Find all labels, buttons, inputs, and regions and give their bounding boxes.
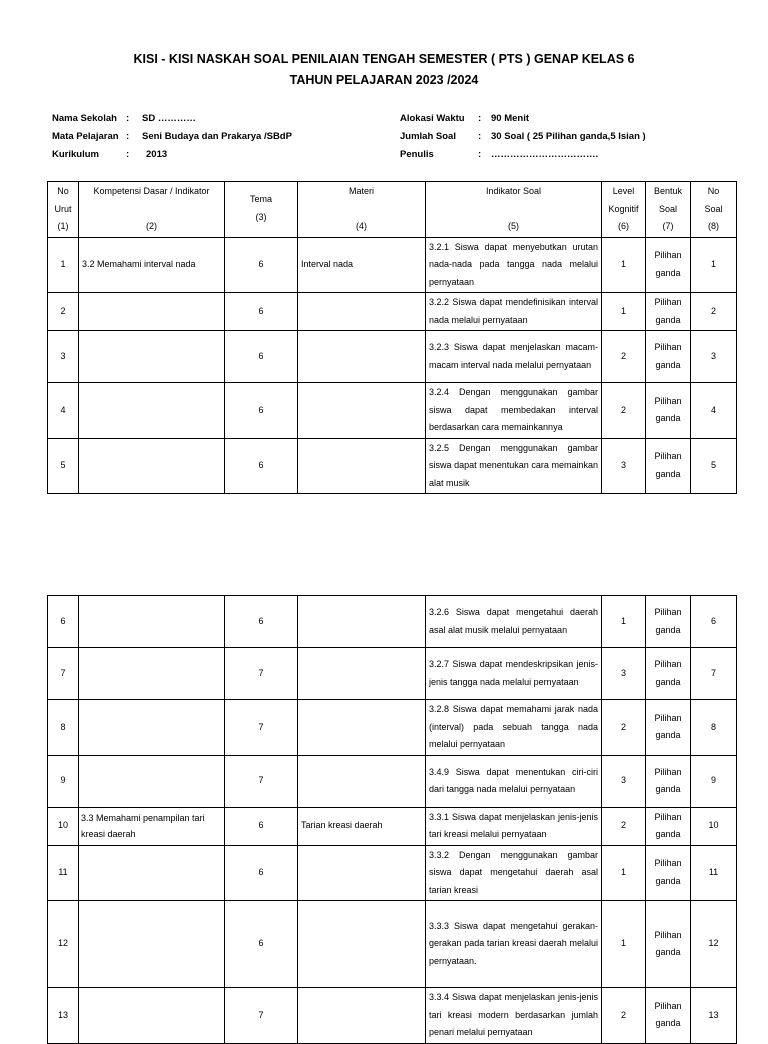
cell-kompetensi-dasar xyxy=(79,383,225,439)
cell-bentuk-soal: Pilihan ganda xyxy=(646,700,691,756)
info-value: 90 Menit xyxy=(491,113,530,124)
cell-no-soal: 10 xyxy=(691,807,737,845)
cell-kompetensi-dasar xyxy=(79,755,225,807)
cell-tema: 6 xyxy=(225,331,298,383)
info-value: Seni Budaya dan Prakarya /SBdP xyxy=(142,131,292,142)
cell-tema: 6 xyxy=(225,293,298,331)
cell-level-kognitif: 2 xyxy=(602,331,646,383)
kisi-table-page-1 xyxy=(47,181,737,494)
table-row xyxy=(48,331,737,383)
info-colon: : xyxy=(478,113,482,124)
header-tema: Tema (3) xyxy=(225,182,298,238)
info-label: Nama Sekolah xyxy=(52,113,117,124)
cell-bentuk-soal: Pilihan ganda xyxy=(646,988,691,1044)
cell-indikator-soal: 3.4.9 Siswa dapat menentukan ciri-ciri dari tangga nada melalui pernyataan xyxy=(426,755,602,807)
info-label: Alokasi Waktu xyxy=(400,113,465,124)
cell-no-soal: 7 xyxy=(691,648,737,700)
cell-no-soal: 11 xyxy=(691,845,737,901)
table-header-row xyxy=(48,182,737,238)
header-level-kognitif: Level Kognitif (6) xyxy=(602,182,646,238)
cell-no-urut: 8 xyxy=(48,700,79,756)
header-bentuk-soal: Bentuk Soal (7) xyxy=(646,182,691,238)
info-nama-sekolah xyxy=(52,113,196,124)
cell-kompetensi-dasar xyxy=(79,331,225,383)
cell-level-kognitif: 3 xyxy=(602,755,646,807)
table-row xyxy=(48,237,737,293)
cell-level-kognitif: 2 xyxy=(602,807,646,845)
cell-no-soal: 12 xyxy=(691,901,737,988)
cell-indikator-soal: 3.2.7 Siswa dapat mendeskripsikan jenis-jenis tangga nada melalui pernyataan xyxy=(426,648,602,700)
cell-level-kognitif: 1 xyxy=(602,596,646,648)
info-colon: : xyxy=(478,131,482,142)
info-colon: : xyxy=(478,149,482,160)
cell-indikator-soal: 3.3.2 Dengan menggunakan gambar siswa dapat mengetahui daerah asal tarian kreasi xyxy=(426,845,602,901)
cell-bentuk-soal: Pilihan ganda xyxy=(646,755,691,807)
cell-no-soal: 1 xyxy=(691,237,737,293)
info-kurikulum xyxy=(52,149,167,160)
cell-no-urut: 3 xyxy=(48,331,79,383)
cell-tema: 6 xyxy=(225,807,298,845)
cell-kompetensi-dasar xyxy=(79,845,225,901)
cell-no-soal: 2 xyxy=(691,293,737,331)
document-subtitle: TAHUN PELAJARAN 2023 /2024 xyxy=(289,73,479,87)
table-row xyxy=(48,700,737,756)
cell-no-soal: 4 xyxy=(691,383,737,439)
document-title: KISI - KISI NASKAH SOAL PENILAIAN TENGAH SEMESTER ( PTS ) GENAP KELAS 6 xyxy=(133,52,635,66)
info-alokasi-waktu xyxy=(400,113,529,124)
cell-tema: 6 xyxy=(225,596,298,648)
cell-no-urut: 13 xyxy=(48,988,79,1044)
cell-no-urut: 10 xyxy=(48,807,79,845)
cell-indikator-soal: 3.3.4 Siswa dapat menjelaskan jenis-jenis tari kreasi modern berdasarkan jumlah penari melalui pernyataan xyxy=(426,988,602,1044)
table-row xyxy=(48,438,737,494)
cell-indikator-soal: 3.3.3 Siswa dapat mengetahui gerakan-gerakan pada tarian kreasi daerah melalui pernyataan. xyxy=(426,901,602,988)
table-row xyxy=(48,901,737,988)
cell-bentuk-soal: Pilihan ganda xyxy=(646,596,691,648)
cell-no-urut: 11 xyxy=(48,845,79,901)
cell-bentuk-soal: Pilihan ganda xyxy=(646,293,691,331)
cell-no-urut: 2 xyxy=(48,293,79,331)
cell-materi xyxy=(298,331,426,383)
cell-kompetensi-dasar: 3.3 Memahami penampilan tari kreasi daerah xyxy=(79,807,225,845)
cell-indikator-soal: 3.2.6 Siswa dapat mengetahui daerah asal alat musik melalui pernyataan xyxy=(426,596,602,648)
cell-materi xyxy=(298,293,426,331)
info-label: Kurikulum xyxy=(52,149,99,160)
cell-indikator-soal: 3.2.5 Dengan menggunakan gambar siswa dapat menentukan cara memainkan alat musik xyxy=(426,438,602,494)
cell-indikator-soal: 3.2.1 Siswa dapat menyebutkan urutan nada-nada pada tangga nada melalui pernyataan xyxy=(426,237,602,293)
cell-no-soal: 5 xyxy=(691,438,737,494)
cell-indikator-soal: 3.3.1 Siswa dapat menjelaskan jenis-jenis tari kreasi melalui pernyataan xyxy=(426,807,602,845)
cell-no-soal: 9 xyxy=(691,755,737,807)
cell-indikator-soal: 3.2.2 Siswa dapat mendefinisikan interval nada melalui pernyataan xyxy=(426,293,602,331)
cell-materi xyxy=(298,596,426,648)
info-colon: : xyxy=(126,113,130,124)
info-value: SD ………… xyxy=(142,113,196,124)
cell-materi xyxy=(298,755,426,807)
cell-indikator-soal: 3.2.3 Siswa dapat menjelaskan macam- macam interval nada melalui pernyataan xyxy=(426,331,602,383)
cell-bentuk-soal: Pilihan ganda xyxy=(646,901,691,988)
cell-level-kognitif: 3 xyxy=(602,438,646,494)
cell-kompetensi-dasar xyxy=(79,988,225,1044)
cell-level-kognitif: 2 xyxy=(602,700,646,756)
cell-bentuk-soal: Pilihan ganda xyxy=(646,845,691,901)
cell-kompetensi-dasar xyxy=(79,293,225,331)
cell-no-soal: 6 xyxy=(691,596,737,648)
cell-materi xyxy=(298,845,426,901)
cell-tema: 7 xyxy=(225,648,298,700)
info-penulis xyxy=(400,149,598,160)
info-value: 2013 xyxy=(146,149,168,160)
cell-kompetensi-dasar xyxy=(79,700,225,756)
info-value: ……………………………. xyxy=(491,149,599,160)
cell-no-urut: 6 xyxy=(48,596,79,648)
cell-bentuk-soal: Pilihan ganda xyxy=(646,438,691,494)
cell-level-kognitif: 3 xyxy=(602,648,646,700)
cell-no-urut: 4 xyxy=(48,383,79,439)
cell-kompetensi-dasar xyxy=(79,901,225,988)
cell-tema: 7 xyxy=(225,755,298,807)
table-row xyxy=(48,845,737,901)
table-row xyxy=(48,988,737,1044)
cell-no-soal: 3 xyxy=(691,331,737,383)
cell-materi xyxy=(298,438,426,494)
cell-materi xyxy=(298,901,426,988)
table-row xyxy=(48,755,737,807)
info-jumlah-soal xyxy=(400,131,646,142)
header-indikator-soal: Indikator Soal (5) xyxy=(426,182,602,238)
cell-tema: 6 xyxy=(225,383,298,439)
cell-tema: 6 xyxy=(225,237,298,293)
cell-tema: 7 xyxy=(225,988,298,1044)
cell-kompetensi-dasar xyxy=(79,596,225,648)
cell-level-kognitif: 2 xyxy=(602,988,646,1044)
cell-tema: 7 xyxy=(225,700,298,756)
kisi-table-page-2 xyxy=(47,595,737,1044)
cell-materi xyxy=(298,383,426,439)
cell-materi xyxy=(298,988,426,1044)
cell-no-urut: 5 xyxy=(48,438,79,494)
cell-tema: 6 xyxy=(225,845,298,901)
cell-kompetensi-dasar xyxy=(79,438,225,494)
info-label: Penulis xyxy=(400,149,434,160)
cell-no-soal: 8 xyxy=(691,700,737,756)
cell-bentuk-soal: Pilihan ganda xyxy=(646,807,691,845)
header-no-urut: No Urut (1) xyxy=(48,182,79,238)
cell-bentuk-soal: Pilihan ganda xyxy=(646,648,691,700)
cell-kompetensi-dasar: 3.2 Memahami interval nada xyxy=(79,237,225,293)
table-row xyxy=(48,383,737,439)
cell-tema: 6 xyxy=(225,901,298,988)
cell-indikator-soal: 3.2.4 Dengan menggunakan gambar siswa dapat membedakan interval berdasarkan cara memainkannya xyxy=(426,383,602,439)
cell-level-kognitif: 2 xyxy=(602,383,646,439)
cell-level-kognitif: 1 xyxy=(602,845,646,901)
cell-tema: 6 xyxy=(225,438,298,494)
table-row xyxy=(48,596,737,648)
info-mata-pelajaran xyxy=(52,131,292,142)
cell-level-kognitif: 1 xyxy=(602,901,646,988)
cell-materi xyxy=(298,700,426,756)
cell-materi: Interval nada xyxy=(298,237,426,293)
header-materi: Materi (4) xyxy=(298,182,426,238)
cell-bentuk-soal: Pilihan ganda xyxy=(646,383,691,439)
cell-indikator-soal: 3.2.8 Siswa dapat memahami jarak nada (interval) pada sebuah tangga nada melalui pernyataan xyxy=(426,700,602,756)
table-row xyxy=(48,807,737,845)
header-no-soal: No Soal (8) xyxy=(691,182,737,238)
info-colon: : xyxy=(126,131,130,142)
cell-no-urut: 9 xyxy=(48,755,79,807)
cell-kompetensi-dasar xyxy=(79,648,225,700)
cell-level-kognitif: 1 xyxy=(602,237,646,293)
cell-level-kognitif: 1 xyxy=(602,293,646,331)
info-value: 30 Soal ( 25 Pilihan ganda,5 Isian ) xyxy=(491,131,646,142)
cell-no-soal: 13 xyxy=(691,988,737,1044)
info-label: Jumlah Soal xyxy=(400,131,456,142)
cell-materi: Tarian kreasi daerah xyxy=(298,807,426,845)
cell-no-urut: 7 xyxy=(48,648,79,700)
cell-bentuk-soal: Pilihan ganda xyxy=(646,237,691,293)
table-row xyxy=(48,648,737,700)
header-kompetensi-dasar: Kompetensi Dasar / Indikator (2) xyxy=(79,182,225,238)
cell-no-urut: 12 xyxy=(48,901,79,988)
cell-materi xyxy=(298,648,426,700)
cell-bentuk-soal: Pilihan ganda xyxy=(646,331,691,383)
info-label: Mata Pelajaran xyxy=(52,131,119,142)
cell-no-urut: 1 xyxy=(48,237,79,293)
info-colon: : xyxy=(126,149,130,160)
table-row xyxy=(48,293,737,331)
